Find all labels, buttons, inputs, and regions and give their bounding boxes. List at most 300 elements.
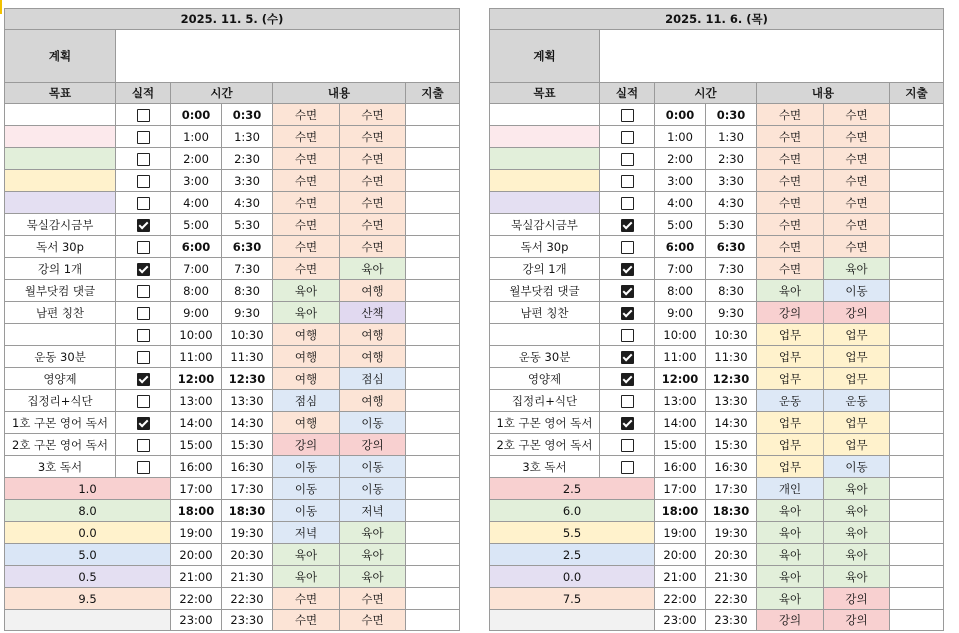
activity-cell[interactable]: 수면 — [273, 104, 340, 126]
result-checkbox[interactable] — [137, 373, 150, 386]
summary-row — [5, 478, 460, 500]
goal-cell[interactable]: 2호 구몬 영어 독서 — [490, 434, 600, 456]
activity-cell[interactable]: 육아 — [824, 478, 890, 500]
activity-cell[interactable]: 수면 — [757, 258, 824, 280]
result-checkbox[interactable] — [621, 109, 634, 122]
plan-label: 계획 — [490, 30, 600, 83]
activity-cell[interactable]: 수면 — [340, 192, 406, 214]
goal-cell[interactable] — [5, 324, 116, 346]
time-half-cell: 20:30 — [222, 544, 273, 566]
activity-cell[interactable]: 수면 — [824, 126, 890, 148]
activity-cell[interactable]: 수면 — [757, 236, 824, 258]
goal-cell[interactable]: 영양제 — [5, 368, 116, 390]
activity-cell[interactable]: 이동 — [273, 500, 340, 522]
activity-cell[interactable]: 육아 — [273, 280, 340, 302]
goal-cell[interactable]: 묵실감시금부 — [490, 214, 600, 236]
time-start-cell: 12:00 — [171, 368, 222, 390]
goal-cell[interactable]: 남편 칭찬 — [5, 302, 116, 324]
time-half-cell: 15:30 — [222, 434, 273, 456]
result-checkbox[interactable] — [137, 439, 150, 452]
time-half-cell: 19:30 — [222, 522, 273, 544]
activity-cell[interactable]: 수면 — [273, 214, 340, 236]
time-start-cell: 22:00 — [655, 588, 706, 610]
activity-cell[interactable]: 육아 — [824, 522, 890, 544]
activity-cell[interactable]: 육아 — [273, 566, 340, 588]
activity-cell[interactable]: 육아 — [757, 500, 824, 522]
goal-cell[interactable]: 1호 구몬 영어 독서 — [5, 412, 116, 434]
time-start-cell: 16:00 — [655, 456, 706, 478]
expense-cell[interactable] — [890, 324, 944, 346]
expense-cell[interactable] — [406, 390, 460, 412]
activity-cell[interactable]: 수면 — [340, 170, 406, 192]
expense-cell[interactable] — [406, 148, 460, 170]
schedule-row — [490, 104, 944, 126]
result-header: 실적 — [116, 83, 171, 104]
goal-cell[interactable]: 집정리+식단 — [5, 390, 116, 412]
expense-cell[interactable] — [890, 170, 944, 192]
summary-row — [490, 522, 944, 544]
activity-cell[interactable]: 육아 — [273, 302, 340, 324]
expense-cell[interactable] — [406, 368, 460, 390]
activity-cell[interactable]: 수면 — [824, 104, 890, 126]
result-cell — [116, 126, 171, 148]
activity-cell[interactable]: 육아 — [757, 280, 824, 302]
activity-cell[interactable]: 여행 — [273, 324, 340, 346]
activity-cell[interactable]: 육아 — [824, 566, 890, 588]
summary-value-cell[interactable]: 1.0 — [5, 478, 171, 500]
result-checkbox[interactable] — [621, 219, 634, 232]
schedule-row — [490, 434, 944, 456]
expense-cell[interactable] — [890, 346, 944, 368]
activity-cell[interactable]: 수면 — [757, 214, 824, 236]
time-start-cell: 13:00 — [171, 390, 222, 412]
expense-cell[interactable] — [890, 610, 944, 631]
activity-cell[interactable]: 육아 — [757, 522, 824, 544]
time-start-cell: 15:00 — [655, 434, 706, 456]
summary-value-cell[interactable] — [490, 610, 655, 631]
goal-cell[interactable] — [490, 192, 600, 214]
time-start-cell: 3:00 — [171, 170, 222, 192]
activity-cell[interactable]: 수면 — [273, 126, 340, 148]
activity-cell[interactable]: 수면 — [340, 610, 406, 631]
schedule-row — [5, 346, 460, 368]
expense-cell[interactable] — [406, 346, 460, 368]
schedule-row — [5, 104, 460, 126]
activity-cell[interactable]: 점심 — [273, 390, 340, 412]
expense-cell[interactable] — [406, 500, 460, 522]
expense-cell[interactable] — [406, 170, 460, 192]
expense-cell[interactable] — [890, 280, 944, 302]
goal-cell[interactable]: 독서 30p — [5, 236, 116, 258]
result-checkbox[interactable] — [137, 329, 150, 342]
expense-cell[interactable] — [890, 500, 944, 522]
activity-cell[interactable]: 수면 — [824, 236, 890, 258]
summary-value-cell[interactable]: 8.0 — [5, 500, 171, 522]
activity-cell[interactable]: 육아 — [757, 544, 824, 566]
expense-cell[interactable] — [406, 544, 460, 566]
goal-cell[interactable]: 2호 구몬 영어 독서 — [5, 434, 116, 456]
time-half-cell: 14:30 — [706, 412, 757, 434]
result-cell — [116, 324, 171, 346]
activity-cell[interactable]: 육아 — [340, 258, 406, 280]
result-checkbox[interactable] — [621, 131, 634, 144]
goal-cell[interactable]: 3호 독서 — [490, 456, 600, 478]
result-checkbox[interactable] — [137, 241, 150, 254]
result-checkbox[interactable] — [137, 109, 150, 122]
schedule-row — [490, 390, 944, 412]
time-half-cell: 11:30 — [706, 346, 757, 368]
goal-cell[interactable] — [5, 192, 116, 214]
summary-value-cell[interactable]: 5.5 — [490, 522, 655, 544]
activity-cell[interactable]: 육아 — [824, 500, 890, 522]
goal-cell[interactable]: 강의 1개 — [490, 258, 600, 280]
activity-cell[interactable]: 여행 — [273, 346, 340, 368]
expense-cell[interactable] — [406, 566, 460, 588]
activity-cell[interactable]: 수면 — [757, 104, 824, 126]
result-cell — [600, 368, 655, 390]
daily-planner-sheet — [489, 8, 944, 631]
time-half-cell: 1:30 — [222, 126, 273, 148]
goal-cell[interactable]: 집정리+식단 — [490, 390, 600, 412]
goal-cell[interactable] — [490, 104, 600, 126]
expense-cell[interactable] — [406, 588, 460, 610]
goal-cell[interactable] — [5, 126, 116, 148]
result-checkbox[interactable] — [621, 307, 634, 320]
activity-cell[interactable]: 이동 — [273, 456, 340, 478]
result-checkbox[interactable] — [137, 219, 150, 232]
time-half-cell: 9:30 — [706, 302, 757, 324]
date-header: 2025. 11. 5. (수) — [5, 9, 460, 30]
time-half-cell: 3:30 — [222, 170, 273, 192]
activity-cell[interactable]: 강의 — [340, 434, 406, 456]
time-start-cell: 1:00 — [171, 126, 222, 148]
activity-cell[interactable]: 수면 — [824, 170, 890, 192]
result-checkbox[interactable] — [621, 197, 634, 210]
result-checkbox[interactable] — [137, 307, 150, 320]
goal-cell[interactable] — [5, 104, 116, 126]
result-checkbox[interactable] — [137, 461, 150, 474]
activity-cell[interactable]: 개인 — [757, 478, 824, 500]
expense-cell[interactable] — [406, 192, 460, 214]
result-checkbox[interactable] — [621, 263, 634, 276]
goal-cell[interactable] — [490, 148, 600, 170]
result-checkbox[interactable] — [621, 373, 634, 386]
expense-cell[interactable] — [890, 544, 944, 566]
goal-cell[interactable]: 월부닷컴 댓글 — [5, 280, 116, 302]
activity-cell[interactable]: 업무 — [824, 346, 890, 368]
activity-cell[interactable]: 수면 — [824, 192, 890, 214]
activity-cell[interactable]: 수면 — [340, 126, 406, 148]
time-start-cell: 3:00 — [655, 170, 706, 192]
time-start-cell: 9:00 — [171, 302, 222, 324]
result-checkbox[interactable] — [137, 153, 150, 166]
goal-cell[interactable] — [5, 170, 116, 192]
result-cell — [116, 192, 171, 214]
schedule-row — [490, 214, 944, 236]
goal-cell[interactable]: 운동 30분 — [5, 346, 116, 368]
expense-cell[interactable] — [890, 258, 944, 280]
result-checkbox[interactable] — [137, 263, 150, 276]
result-checkbox[interactable] — [137, 417, 150, 430]
schedule-row — [5, 368, 460, 390]
expense-cell[interactable] — [406, 126, 460, 148]
result-checkbox[interactable] — [621, 351, 634, 364]
summary-value-cell[interactable]: 7.5 — [490, 588, 655, 610]
activity-cell[interactable]: 육아 — [340, 566, 406, 588]
summary-value-cell[interactable]: 0.5 — [5, 566, 171, 588]
schedule-row — [490, 412, 944, 434]
expense-cell[interactable] — [890, 214, 944, 236]
activity-cell[interactable]: 육아 — [757, 566, 824, 588]
activity-cell[interactable]: 업무 — [824, 412, 890, 434]
time-start-cell: 22:00 — [171, 588, 222, 610]
schedule-row — [490, 346, 944, 368]
expense-cell[interactable] — [890, 566, 944, 588]
summary-value-cell[interactable]: 2.5 — [490, 478, 655, 500]
activity-cell[interactable]: 업무 — [757, 368, 824, 390]
expense-header: 지출 — [406, 83, 460, 104]
expense-cell[interactable] — [890, 148, 944, 170]
activity-cell[interactable]: 여행 — [340, 324, 406, 346]
schedule-row — [490, 368, 944, 390]
result-checkbox[interactable] — [137, 131, 150, 144]
activity-cell[interactable]: 수면 — [273, 588, 340, 610]
summary-value-cell[interactable]: 0.0 — [5, 522, 171, 544]
time-half-cell: 5:30 — [706, 214, 757, 236]
activity-cell[interactable]: 업무 — [824, 434, 890, 456]
activity-cell[interactable]: 업무 — [757, 434, 824, 456]
expense-cell[interactable] — [406, 258, 460, 280]
expense-cell[interactable] — [890, 522, 944, 544]
activity-cell[interactable]: 강의 — [273, 434, 340, 456]
activity-cell[interactable]: 강의 — [824, 588, 890, 610]
result-checkbox[interactable] — [621, 153, 634, 166]
activity-cell[interactable]: 이동 — [273, 478, 340, 500]
activity-cell[interactable]: 수면 — [757, 126, 824, 148]
activity-cell[interactable]: 이동 — [340, 456, 406, 478]
result-checkbox[interactable] — [621, 285, 634, 298]
plan-cell[interactable] — [600, 30, 944, 83]
expense-cell[interactable] — [406, 522, 460, 544]
activity-cell[interactable]: 수면 — [757, 170, 824, 192]
time-half-cell: 10:30 — [222, 324, 273, 346]
expense-cell[interactable] — [406, 280, 460, 302]
activity-cell[interactable]: 육아 — [824, 258, 890, 280]
activity-cell[interactable]: 수면 — [273, 236, 340, 258]
time-half-cell: 4:30 — [222, 192, 273, 214]
activity-cell[interactable]: 육아 — [273, 544, 340, 566]
activity-cell[interactable]: 여행 — [340, 390, 406, 412]
time-half-cell: 7:30 — [222, 258, 273, 280]
activity-cell[interactable]: 강의 — [757, 610, 824, 631]
schedule-row — [490, 302, 944, 324]
schedule-row — [490, 126, 944, 148]
activity-cell[interactable]: 업무 — [757, 324, 824, 346]
expense-cell[interactable] — [406, 434, 460, 456]
result-cell — [116, 346, 171, 368]
activity-cell[interactable]: 저녁 — [340, 500, 406, 522]
time-start-cell: 10:00 — [655, 324, 706, 346]
activity-cell[interactable]: 운동 — [824, 390, 890, 412]
expense-cell[interactable] — [890, 192, 944, 214]
activity-cell[interactable]: 수면 — [340, 588, 406, 610]
daily-planner-sheet — [4, 8, 460, 631]
activity-cell[interactable]: 수면 — [340, 104, 406, 126]
goal-cell[interactable]: 월부닷컴 댓글 — [490, 280, 600, 302]
activity-cell[interactable]: 수면 — [273, 258, 340, 280]
result-checkbox[interactable] — [621, 175, 634, 188]
plan-label: 계획 — [5, 30, 116, 83]
summary-value-cell[interactable]: 2.5 — [490, 544, 655, 566]
result-checkbox[interactable] — [137, 175, 150, 188]
summary-value-cell[interactable] — [5, 610, 171, 631]
activity-cell[interactable]: 수면 — [824, 214, 890, 236]
activity-cell[interactable]: 이동 — [340, 412, 406, 434]
activity-cell[interactable]: 업무 — [824, 324, 890, 346]
expense-cell[interactable] — [406, 324, 460, 346]
goal-cell[interactable]: 3호 독서 — [5, 456, 116, 478]
time-start-cell: 8:00 — [655, 280, 706, 302]
result-checkbox[interactable] — [137, 197, 150, 210]
activity-cell[interactable]: 수면 — [273, 170, 340, 192]
result-checkbox[interactable] — [621, 461, 634, 474]
activity-cell[interactable]: 여행 — [273, 368, 340, 390]
expense-cell[interactable] — [406, 456, 460, 478]
activity-cell[interactable]: 업무 — [757, 412, 824, 434]
result-checkbox[interactable] — [621, 417, 634, 430]
time-start-cell: 16:00 — [171, 456, 222, 478]
activity-cell[interactable]: 수면 — [757, 192, 824, 214]
activity-cell[interactable]: 저녁 — [273, 522, 340, 544]
activity-cell[interactable]: 업무 — [757, 346, 824, 368]
time-half-cell: 10:30 — [706, 324, 757, 346]
summary-value-cell[interactable]: 0.0 — [490, 566, 655, 588]
activity-cell[interactable]: 여행 — [340, 346, 406, 368]
time-start-cell: 17:00 — [655, 478, 706, 500]
result-checkbox[interactable] — [621, 439, 634, 452]
goal-cell[interactable] — [490, 126, 600, 148]
result-cell — [600, 258, 655, 280]
expense-cell[interactable] — [890, 390, 944, 412]
activity-cell[interactable]: 수면 — [340, 214, 406, 236]
time-start-cell: 4:00 — [171, 192, 222, 214]
activity-cell[interactable]: 업무 — [757, 456, 824, 478]
schedule-row — [5, 236, 460, 258]
schedule-row — [5, 170, 460, 192]
summary-value-cell[interactable]: 9.5 — [5, 588, 171, 610]
activity-cell[interactable]: 강의 — [757, 302, 824, 324]
expense-cell[interactable] — [890, 434, 944, 456]
summary-row — [5, 588, 460, 610]
activity-cell[interactable]: 육아 — [340, 522, 406, 544]
expense-cell[interactable] — [890, 478, 944, 500]
result-checkbox[interactable] — [621, 395, 634, 408]
activity-cell[interactable]: 이동 — [824, 456, 890, 478]
expense-cell[interactable] — [406, 236, 460, 258]
activity-cell[interactable]: 여행 — [340, 280, 406, 302]
activity-cell[interactable]: 수면 — [273, 192, 340, 214]
schedule-row — [5, 192, 460, 214]
expense-cell[interactable] — [890, 588, 944, 610]
goal-cell[interactable] — [5, 148, 116, 170]
activity-cell[interactable]: 수면 — [340, 236, 406, 258]
activity-cell[interactable]: 운동 — [757, 390, 824, 412]
goal-cell[interactable]: 독서 30p — [490, 236, 600, 258]
expense-cell[interactable] — [406, 302, 460, 324]
expense-cell[interactable] — [890, 412, 944, 434]
result-cell — [116, 148, 171, 170]
activity-cell[interactable]: 여행 — [273, 412, 340, 434]
expense-cell[interactable] — [890, 368, 944, 390]
content-header: 내용 — [757, 83, 890, 104]
goal-cell[interactable]: 남편 칭찬 — [490, 302, 600, 324]
expense-cell[interactable] — [406, 412, 460, 434]
result-checkbox[interactable] — [137, 351, 150, 364]
expense-cell[interactable] — [890, 236, 944, 258]
time-half-cell: 0:30 — [222, 104, 273, 126]
time-half-cell: 0:30 — [706, 104, 757, 126]
time-start-cell: 23:00 — [655, 610, 706, 631]
schedule-row — [490, 192, 944, 214]
summary-value-cell[interactable]: 6.0 — [490, 500, 655, 522]
activity-cell[interactable]: 점심 — [340, 368, 406, 390]
activity-cell[interactable]: 수면 — [273, 610, 340, 631]
result-checkbox[interactable] — [621, 329, 634, 342]
activity-cell[interactable]: 수면 — [340, 148, 406, 170]
activity-cell[interactable]: 이동 — [340, 478, 406, 500]
expense-cell[interactable] — [406, 104, 460, 126]
time-half-cell: 20:30 — [706, 544, 757, 566]
goal-cell[interactable] — [490, 170, 600, 192]
activity-cell[interactable]: 육아 — [824, 544, 890, 566]
expense-cell[interactable] — [890, 126, 944, 148]
expense-cell[interactable] — [406, 610, 460, 631]
goal-cell[interactable]: 영양제 — [490, 368, 600, 390]
time-half-cell: 2:30 — [222, 148, 273, 170]
expense-cell[interactable] — [890, 104, 944, 126]
summary-value-cell[interactable]: 5.0 — [5, 544, 171, 566]
goal-cell[interactable]: 묵실감시금부 — [5, 214, 116, 236]
result-checkbox[interactable] — [137, 285, 150, 298]
result-checkbox[interactable] — [621, 241, 634, 254]
activity-cell[interactable]: 강의 — [824, 610, 890, 631]
time-start-cell: 21:00 — [655, 566, 706, 588]
activity-cell[interactable]: 업무 — [824, 368, 890, 390]
time-half-cell: 12:30 — [222, 368, 273, 390]
activity-cell[interactable]: 이동 — [824, 280, 890, 302]
time-start-cell: 0:00 — [655, 104, 706, 126]
goal-cell[interactable] — [490, 324, 600, 346]
result-checkbox[interactable] — [137, 395, 150, 408]
goal-cell[interactable]: 1호 구몬 영어 독서 — [490, 412, 600, 434]
activity-cell[interactable]: 수면 — [757, 148, 824, 170]
activity-cell[interactable]: 수면 — [824, 148, 890, 170]
activity-cell[interactable]: 산책 — [340, 302, 406, 324]
plan-cell[interactable] — [116, 30, 460, 83]
activity-cell[interactable]: 강의 — [824, 302, 890, 324]
activity-cell[interactable]: 육아 — [340, 544, 406, 566]
expense-cell[interactable] — [890, 302, 944, 324]
activity-cell[interactable]: 육아 — [757, 588, 824, 610]
activity-cell[interactable]: 수면 — [273, 148, 340, 170]
goal-cell[interactable]: 강의 1개 — [5, 258, 116, 280]
time-start-cell: 20:00 — [171, 544, 222, 566]
goal-cell[interactable]: 운동 30분 — [490, 346, 600, 368]
expense-cell[interactable] — [890, 456, 944, 478]
time-half-cell: 22:30 — [222, 588, 273, 610]
expense-cell[interactable] — [406, 214, 460, 236]
expense-cell[interactable] — [406, 478, 460, 500]
